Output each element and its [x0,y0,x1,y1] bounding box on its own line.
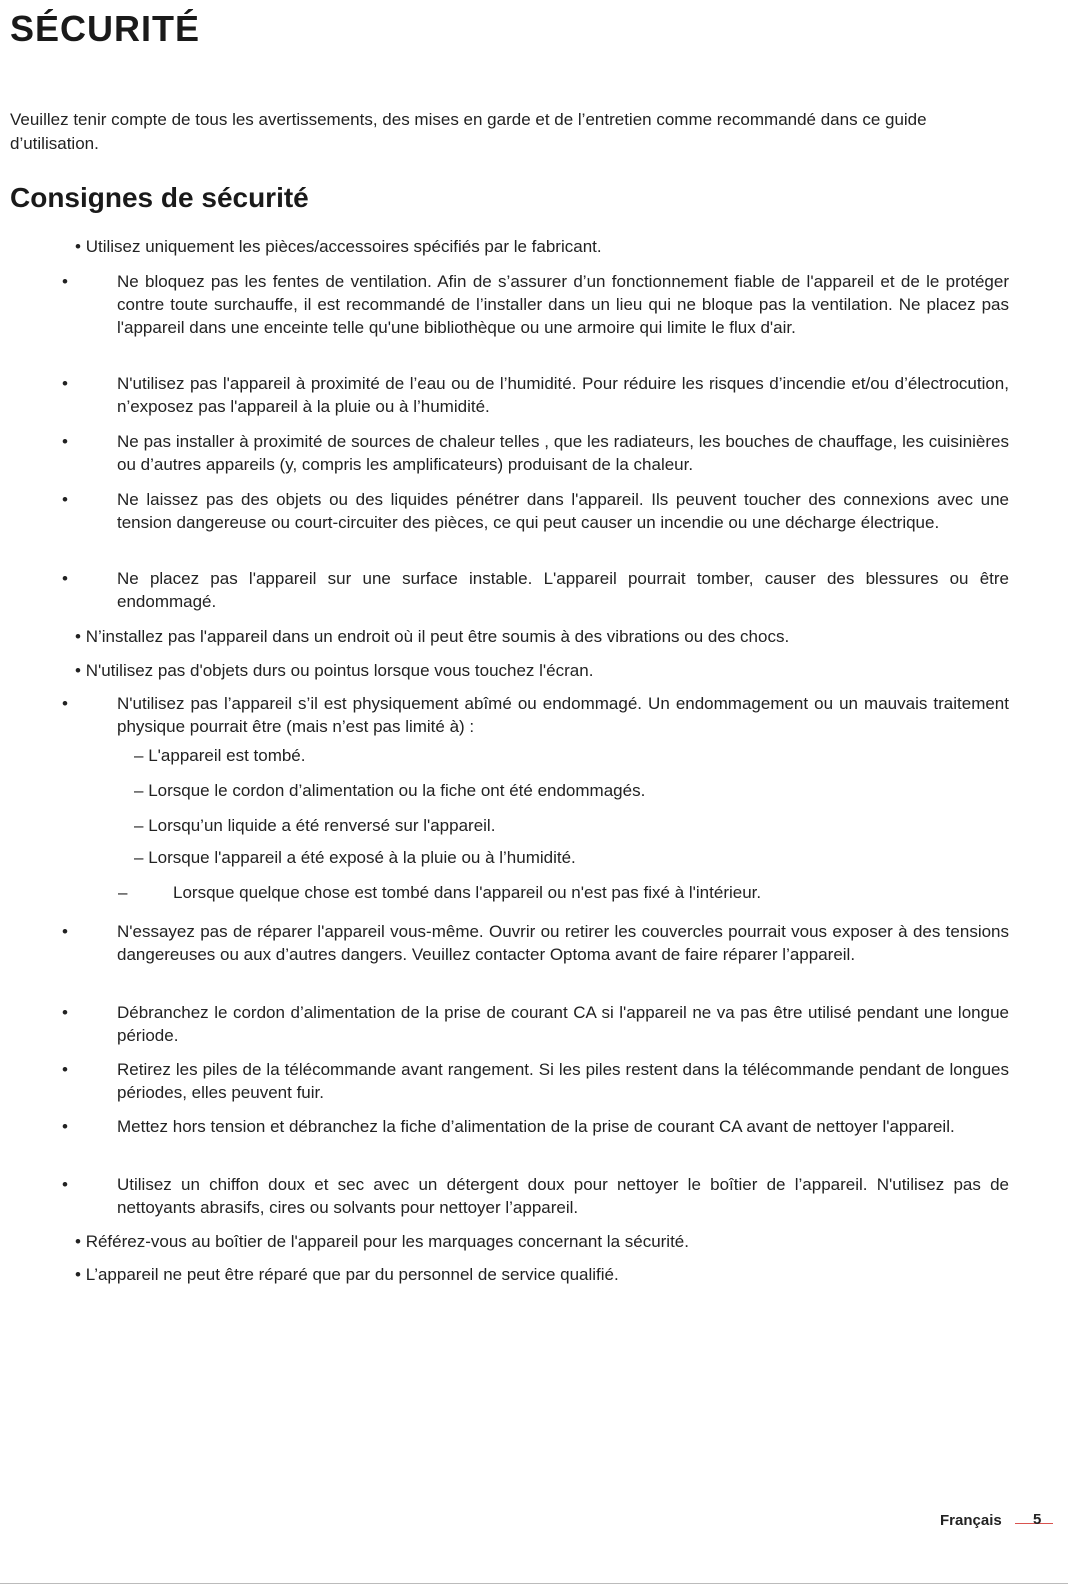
list-item: Débranchez le cordon d’alimentation de la prise de courant CA si l'appareil ne va pas être utilisé pendant une longue période. [117,1003,1009,1045]
list-item-text: Référez-vous au boîtier de l'appareil pour les marquages concernant la sécurité. [85,1232,689,1251]
list-item [75,1230,1015,1253]
list-item: Mettez hors tension et débranchez la fiche d’alimentation de la prise de courant CA avant de nettoyer l'appareil. [117,1117,955,1136]
page-title: SÉCURITÉ [10,8,201,49]
list-item [75,235,1015,258]
sub-list-item: Lorsque quelque chose est tombé dans l'appareil ou n'est pas fixé à l'intérieur. [173,883,762,902]
footer-language: Français [940,1512,1002,1529]
list-item: N'utilisez pas l’appareil s’il est physiquement abîmé ou endommagé. Un endommagement ou un mauvais traitement physique pourrait être (mais n’est pas limité à) : [117,694,1009,736]
bullet-marker: • [62,694,68,713]
sub-list-item-text: L'appareil est tombé. [148,746,306,765]
bullet-marker: • [62,922,68,941]
list-item [75,659,1015,682]
bullet-marker: • [62,569,68,588]
page-number: 5 [1033,1511,1042,1528]
bullet-marker: • [62,1003,68,1022]
list-item-text: Utilisez uniquement les pièces/accessoires spécifiés par le fabricant. [85,237,602,256]
list-item-text: N'utilisez pas d'objets durs ou pointus lorsque vous touchez l'écran. [85,661,594,680]
bullet-marker: • [75,627,81,646]
section-title: Consignes de sécurité [10,182,309,213]
bullet-marker: • [75,237,81,256]
sub-list-item-text: Lorsqu’un liquide a été renversé sur l'appareil. [148,816,496,835]
intro-paragraph: Veuillez tenir compte de tous les avertissements, des mises en garde et de l’entretien comme recommandé dans ce guide d’utilisation. [10,110,927,153]
list-item: Ne pas installer à proximité de sources de chaleur telles , que les radiateurs, les bouches de chauffage, les cuisinières ou d’autres appareils (y, compris les amplificateurs) produisant de la chaleur. [117,432,1009,474]
list-item: Ne laissez pas des objets ou des liquides pénétrer dans l'appareil. Ils peuvent toucher des connexions avec une tension dangereuse ou court-circuiter des pièces, ce qui peut causer un incendie ou une décharge électrique. [117,490,1009,532]
bullet-marker: • [62,432,68,451]
bullet-marker: • [62,1175,68,1194]
list-item-text: L’appareil ne peut être réparé que par du personnel de service qualifié. [85,1265,619,1284]
sub-list-item-text: Lorsque l'appareil a été exposé à la pluie ou à l’humidité. [148,848,576,867]
bullet-marker: • [75,1265,81,1284]
list-item: Ne bloquez pas les fentes de ventilation. Afin de s’assurer d’un fonctionnement fiable de l'appareil et de le protéger contre toute surchauffe, il est recommandé de l’installer dans un lieu qui ne bloque pas la ventilation. Ne placez pas l'appareil dans une enceinte telle qu'une bibliothèque ou une armoire qui limite le flux d'air. [117,272,1009,337]
bullet-marker: • [75,661,81,680]
list-item [75,1263,1015,1286]
list-item-text: N’installez pas l'appareil dans un endroit où il peut être soumis à des vibrations ou des chocs. [85,627,790,646]
dash-marker: – [134,746,144,765]
bullet-marker: • [62,1060,68,1079]
bullet-marker: • [62,490,68,509]
dash-marker: – [118,883,128,902]
list-item: Retirez les piles de la télécommande avant rangement. Si les piles restent dans la télécommande pendant de longues périodes, elles peuvent fuir. [117,1060,1009,1102]
bottom-divider [0,1583,1068,1584]
sub-list-item-text: Lorsque le cordon d’alimentation ou la fiche ont été endommagés. [148,781,646,800]
list-item: N'utilisez pas l'appareil à proximité de l’eau ou de l’humidité. Pour réduire les risques d’incendie et/ou d’électrocution, n’exposez pas l'appareil à la pluie ou à l’humidité. [117,374,1009,416]
sub-list-item [134,744,306,767]
dash-marker: – [134,816,144,835]
bullet-marker: • [62,374,68,393]
sub-list-item [134,814,495,837]
bullet-marker: • [62,1117,68,1136]
list-item [75,625,1015,648]
sub-list-item [134,846,576,869]
list-item: Ne placez pas l'appareil sur une surface instable. L'appareil pourrait tomber, causer des blessures ou être endommagé. [117,569,1009,611]
dash-marker: – [134,781,144,800]
list-item: Utilisez un chiffon doux et sec avec un détergent doux pour nettoyer le boîtier de l’appareil. N'utilisez pas de nettoyants abrasifs, cires ou solvants pour nettoyer l’appareil. [117,1175,1009,1217]
sub-list-item [134,779,645,802]
list-item: N'essayez pas de réparer l'appareil vous-même. Ouvrir ou retirer les couvercles pourrait vous exposer à des tensions dangereuses ou aux d’autres dangers. Veuillez contacter Optoma avant de faire réparer l’appareil. [117,922,1009,964]
bullet-marker: • [75,1232,81,1251]
bullet-marker: • [62,272,68,291]
dash-marker: – [134,848,144,867]
